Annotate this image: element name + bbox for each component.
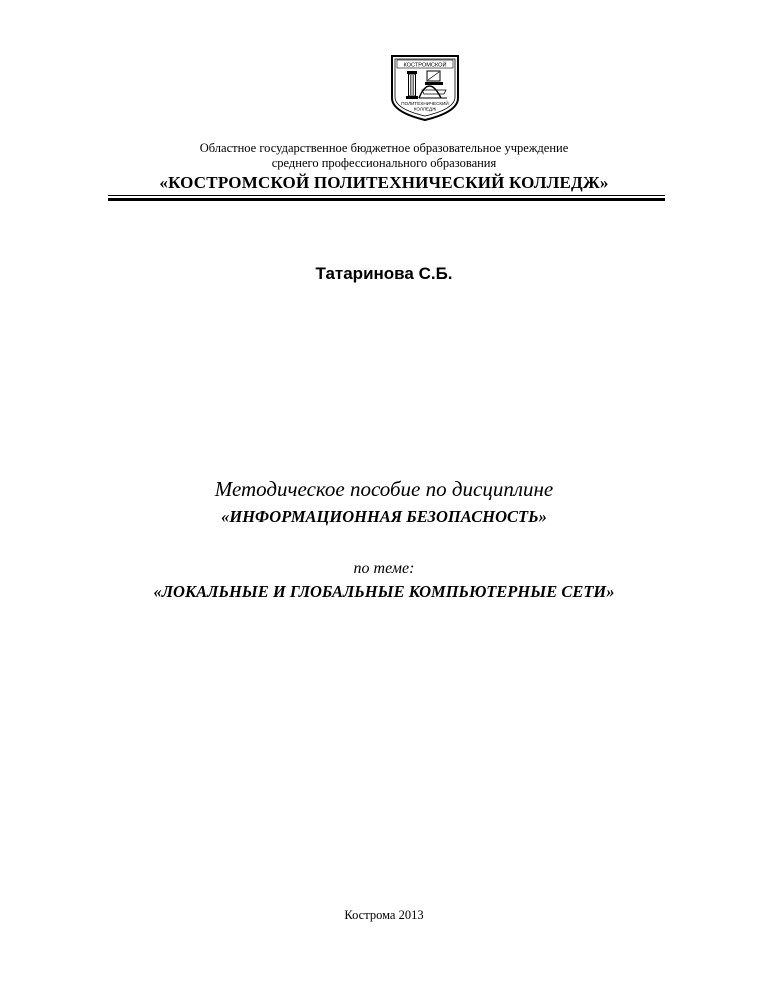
manual-title: Методическое пособие по дисциплине xyxy=(214,477,554,501)
emblem-top-text: КОСТРОМСКОЙ xyxy=(403,62,447,69)
city-year: Кострома 2013 xyxy=(344,908,424,922)
discipline-title: «ИНФОРМАЦИОННАЯ БЕЗОПАСНОСТЬ» xyxy=(221,507,547,526)
college-crest-icon xyxy=(389,54,461,122)
emblem-bottom-text-1: ПОЛИТЕХНИЧЕСКИЙ xyxy=(401,101,449,106)
author-name: Татаринова С.Б. xyxy=(315,264,453,283)
theme-label: по теме: xyxy=(353,560,415,577)
header-divider-thick xyxy=(108,198,665,201)
header-divider-thin xyxy=(108,195,665,196)
organization-line-2: среднего профессионального образования xyxy=(271,156,497,170)
emblem-bottom-text-2: КОЛЛЕДЖ xyxy=(413,106,437,112)
organization-line-1: Областное государственное бюджетное образовательное учреждение xyxy=(199,141,569,155)
theme-title: «ЛОКАЛЬНЫЕ И ГЛОБАЛЬНЫЕ КОМПЬЮТЕРНЫЕ СЕТИ» xyxy=(153,582,615,601)
college-name: «КОСТРОМСКОЙ ПОЛИТЕХНИЧЕСКИЙ КОЛЛЕДЖ» xyxy=(159,173,609,192)
